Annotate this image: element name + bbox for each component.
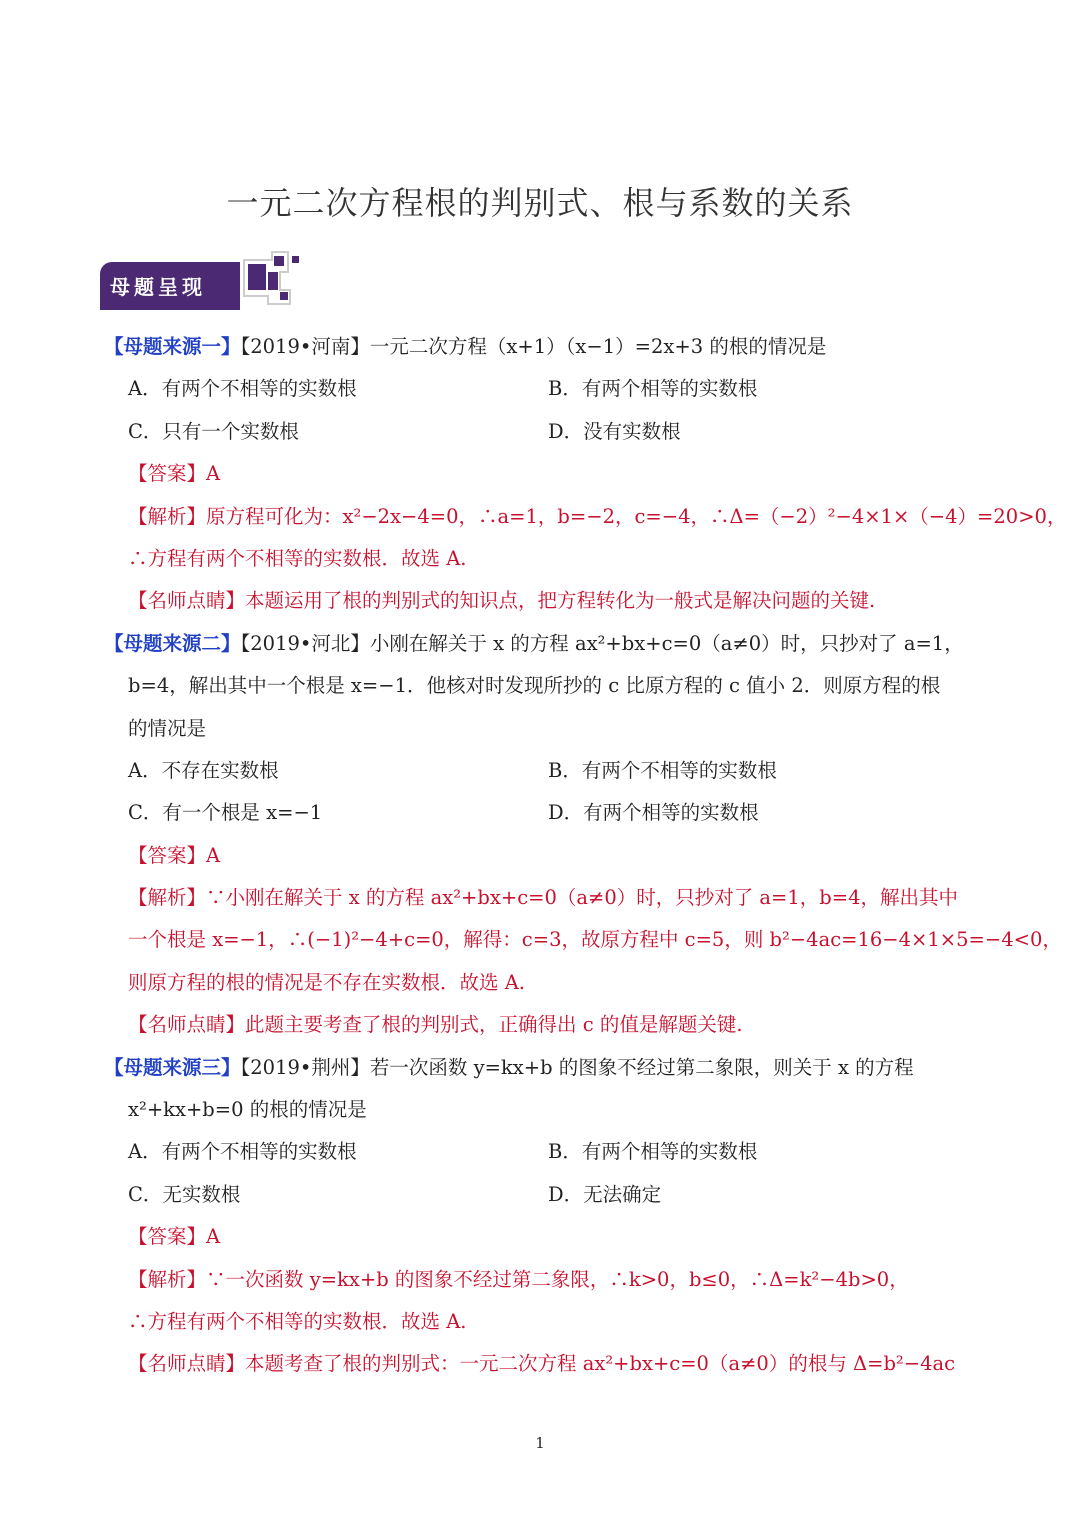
option-a: A．不存在实数根 — [128, 758, 279, 782]
question-3 — [0, 1047, 1080, 1089]
tip: 【名师点睛】此题主要考查了根的判别式，正确得出 c 的值是解题关键. — [128, 1013, 743, 1037]
question-1 — [0, 326, 1080, 368]
analysis: 【解析】∵一次函数 y=kx+b 的图象不经过第二象限，∴k>0，b≤0，∴Δ=k²−4b>0， — [128, 1267, 909, 1291]
option-b: B．有两个相等的实数根 — [548, 377, 758, 401]
option-a: A．有两个不相等的实数根 — [128, 1140, 357, 1164]
option-c: C．只有一个实数根 — [128, 419, 299, 443]
analysis: ∴方程有两个不相等的实数根．故选 A. — [128, 1309, 467, 1333]
question-text: 【2019•河北】小刚在解关于 x 的方程 ax²+bx+c=0（a≠0）时，只抄对了 a=1， — [240, 631, 964, 655]
option-d: D．无法确定 — [548, 1182, 662, 1206]
question-text: 【2019•河南】一元二次方程（x+1）（x−1）=2x+3 的根的情况是 — [240, 335, 827, 358]
analysis: 一个根是 x=−1，∴(−1)²−4+c=0，解得：c=3，故原方程中 c=5，则 b²−4ac=16−4×1×5=−4<0， — [128, 928, 1062, 952]
analysis: ∴方程有两个不相等的实数根．故选 A. — [128, 546, 467, 570]
analysis: 则原方程的根的情况是不存在实数根．故选 A. — [128, 970, 525, 994]
page-number: 1 — [535, 1434, 545, 1452]
analysis: 【解析】原方程可化为：x²−2x−4=0，∴a=1，b=−2，c=−4，∴Δ=（−2）²−4×1×（−4）=20>0， — [128, 504, 1067, 528]
option-a: A．有两个不相等的实数根 — [128, 377, 357, 401]
puzzle-decoration-icon — [238, 250, 302, 310]
tip: 【名师点睛】本题考查了根的判别式：一元二次方程 ax²+bx+c=0（a≠0）的根与 Δ=b²−4ac — [128, 1352, 956, 1376]
source-tag: 【母题来源三】 — [104, 1055, 241, 1079]
answer: 【答案】A — [128, 462, 221, 486]
section-badge: 母题呈现 — [100, 262, 240, 310]
tip: 【名师点睛】本题运用了根的判别式的知识点，把方程转化为一般式是解决问题的关键. — [128, 589, 876, 613]
document-body — [0, 326, 1080, 1386]
option-c: C．有一个根是 x=−1 — [128, 801, 323, 825]
option-b: B．有两个不相等的实数根 — [548, 758, 777, 782]
option-d: D．没有实数根 — [548, 419, 681, 443]
answer: 【答案】A — [128, 1225, 221, 1249]
option-c: C．无实数根 — [128, 1182, 241, 1206]
source-tag: 【母题来源一】 — [104, 335, 241, 358]
option-d: D．有两个相等的实数根 — [548, 801, 759, 825]
option-b: B．有两个相等的实数根 — [548, 1140, 758, 1164]
source-tag: 【母题来源二】 — [104, 631, 241, 655]
question-text: 的情况是 — [128, 716, 207, 740]
answer: 【答案】A — [128, 843, 221, 867]
question-2 — [0, 623, 1080, 665]
question-text: 【2019•荆州】若一次函数 y=kx+b 的图象不经过第二象限，则关于 x 的方程 — [240, 1055, 914, 1079]
question-text: x²+kx+b=0 的根的情况是 — [128, 1098, 367, 1122]
question-text: b=4，解出其中一个根是 x=−1．他核对时发现所抄的 c 比原方程的 c 值小 2．则原方程的根 — [128, 674, 941, 698]
analysis: 【解析】∵小刚在解关于 x 的方程 ax²+bx+c=0（a≠0）时，只抄对了 a=1，b=4，解出其中 — [128, 886, 959, 910]
page-title: 一元二次方程根的判别式、根与系数的关系 — [226, 184, 854, 222]
